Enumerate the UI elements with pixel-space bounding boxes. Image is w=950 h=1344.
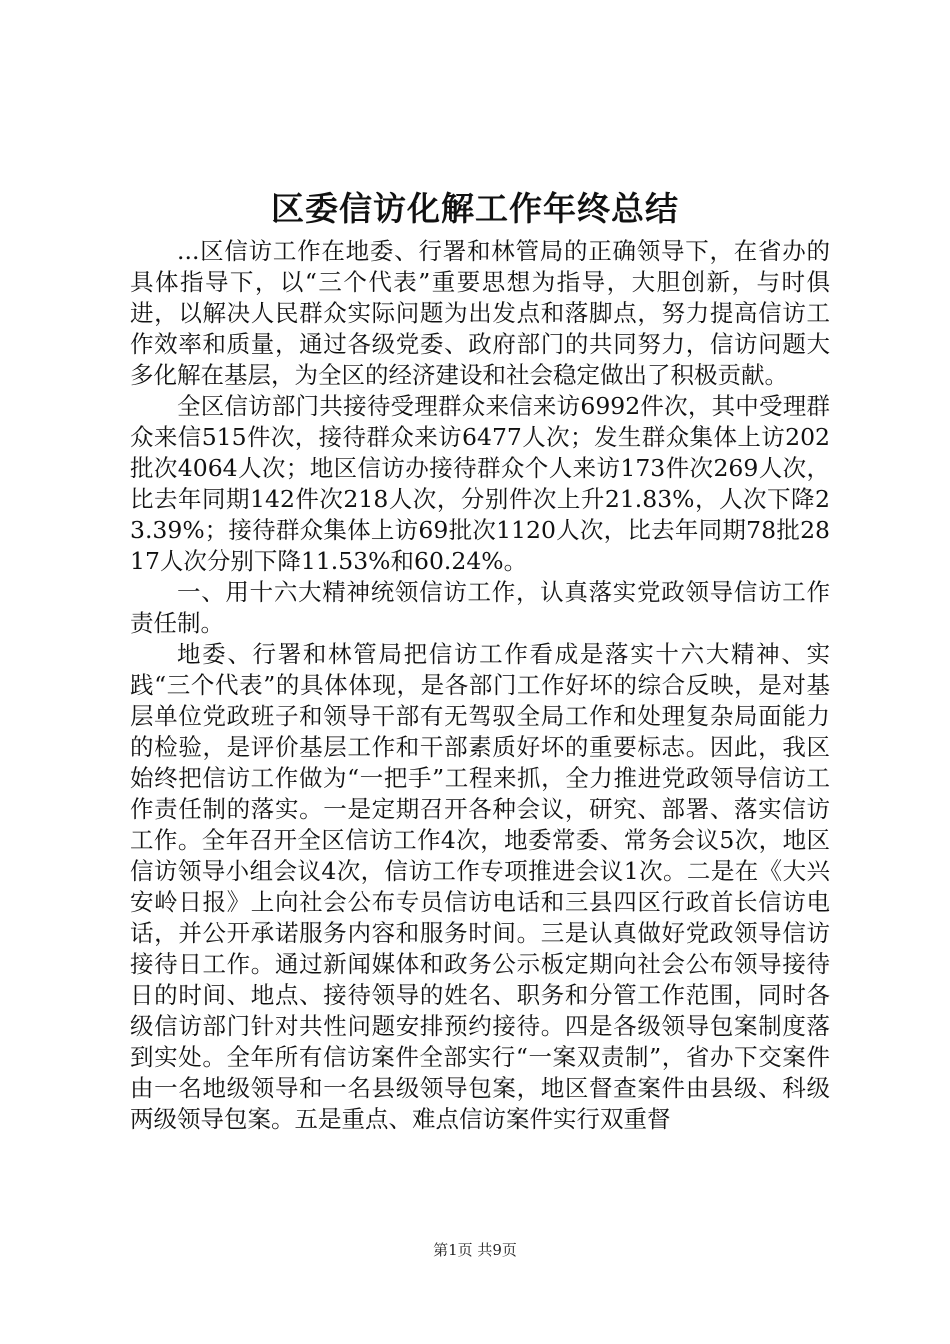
body-paragraph: 地委、行署和林管局把信访工作看成是落实十六大精神、实践“三个代表”的具体体现，是各部门工作好坏的综合反映，是对基层单位党政班子和领导干部有无驾驭全局工作和处理复杂局面能力的检验，是评价基层工作和干部素质好坏的重要标志。因此，我区始终把信访工作做为“一把手”工程来抓，全力推进党政领导信访工作责任制的落实。一是定期召开各种会议，研究、部署、落实信访工作。全年召开全区信访工作4次，地委常委、常务会议5次，地区信访领导小组会议4次，信访工作专项推进会议1次。二是在《大兴安岭日报》上向社会公布专员信访电话和三县四区行政首长信访电话，并公开承诺服务内容和服务时间。三是认真做好党政领导信访接待日工作。通过新闻媒体和政务公示板定期向社会公布领导接待日的时间、地点、接待领导的姓名、职务和分管工作范围，同时各级信访部门针对共性问题安排预约接待。四是各级领导包案制度落到实处。全年所有信访案件全部实行“一案双责制”，省办下交案件由一名地级领导和一名县级领导包案，地区督查案件由县级、科级两级领导包案。五是重点、难点信访案件实行双重督 [130, 640, 830, 1133]
body-paragraph: ...区信访工作在地委、行署和林管局的正确领导下，在省办的具体指导下，以“三个代表”重要思想为指导，大胆创新，与时俱进，以解决人民群众实际问题为出发点和落脚点，努力提高信访工作效率和质量，通过各级党委、政府部门的共同努力，信访问题大多化解在基层，为全区的经济建设和社会稳定做出了积极贡献。 [130, 237, 830, 389]
document-body [130, 236, 830, 1135]
document-title: 区委信访化解工作年终总结 [271, 189, 679, 228]
page-footer: 第1页 共9页 [433, 1241, 517, 1259]
body-paragraph: 全区信访部门共接待受理群众来信来访6992件次，其中受理群众来信515件次，接待群众来访6477人次；发生群众集体上访202批次4064人次；地区信访办接待群众个人来访173件次269人次，比去年同期142件次218人次，分别件次上升21.83%，人次下降23.39%；接待群众集体上访69批次1120人次，比去年同期78批2817人次分别下降11.53%和60.24%。 [130, 392, 830, 575]
section-heading: 一、用十六大精神统领信访工作，认真落实党政领导信访工作责任制。 [130, 578, 830, 637]
